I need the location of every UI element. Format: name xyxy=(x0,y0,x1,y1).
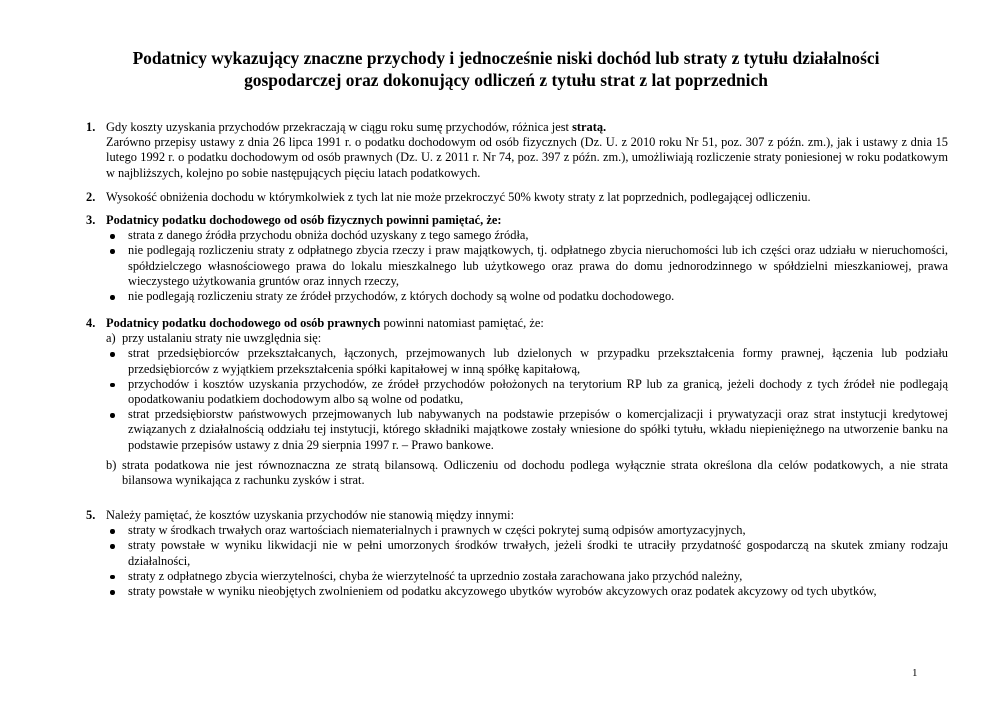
section-3 xyxy=(86,213,948,304)
section-number: 2. xyxy=(86,190,96,204)
section-5 xyxy=(86,508,948,599)
list-item: strata z danego źródła przychodu obniża dochód uzyskany z tego samego źródła, xyxy=(106,228,948,243)
section-4-heading xyxy=(106,316,948,331)
list-item: strat przedsiębiorców przekształcanych, łączonych, przejmowanych lub dzielonych w przypadku przekształcenia formy prawnej, łączenia lub podziału przedsiębiorców z wyjątkiem przekształcenia spółki kapitałowej w inną spółkę kapitałową, xyxy=(106,346,948,376)
section-5-heading: Należy pamiętać, że kosztów uzyskania przychodów nie stanowią między innymi: xyxy=(106,508,515,522)
list-item: straty powstałe w wyniku likwidacji nie w pełni umorzonych środków trwałych, jeżeli środki te utraciły przydatność gospodarczą na skutek zmiany rodzaju działalności, xyxy=(106,538,948,568)
list-item: straty powstałe w wyniku nieobjętych zwolnieniem od podatku akcyzowego ubytków wyrobów akcyzowych oraz podatek akcyzowy od tych ubytków, xyxy=(106,584,948,599)
page-number: 1 xyxy=(912,667,918,679)
list-item: nie podlegają rozliczeniu straty ze źródeł przychodów, z których dochody są wolne od podatku dochodowego. xyxy=(106,289,948,304)
section-1-text: Zarówno przepisy ustawy z dnia 26 lipca 1991 r. o podatku dochodowym od osób fizycznych (Dz. U. z 2010 roku Nr 51, poz. 307 z późn. zm.), jak i ustawy z dnia 15 lutego 1992 r. o podatku dochodowym od osób prawnych (Dz. U. z 2011 r. Nr 74, poz. 397 z późn. zm.), umożliwiają rozliczenie straty poniesionej w roku podatkowym w najbliższych, kolejno po sobie następujących pięciu latach podatkowych. xyxy=(106,135,948,180)
list-item: strat przedsiębiorstw państwowych przejmowanych lub nabywanych na podstawie przepisów o komercjalizacji i prywatyzacji oraz strat instytucji kredytowej związanych z działalnością oddziału tej instytucji, którego składniki majątkowe zostały wniesione do spółki tytułu, wkładu niepieniężnego na utworzenie banku na podstawie przepisów ustawy z dnia 29 sierpnia 1997 r. – Prawo bankowe. xyxy=(106,407,948,453)
section-number: 5. xyxy=(86,508,96,522)
section-number: 1. xyxy=(86,120,96,134)
list-item: straty w środkach trwałych oraz wartościach niematerialnych i prawnych w części pokrytej sumą odpisów amortyzacyjnych, xyxy=(106,523,948,538)
subsection-a-text: przy ustalaniu straty nie uwzględnia się: xyxy=(122,331,322,346)
subsection-label: b) xyxy=(106,457,117,472)
section-4 xyxy=(86,316,948,488)
section-3-list xyxy=(106,228,948,304)
subsection-b-text: strata podatkowa nie jest równoznaczna ze stratą bilansową. Odliczeniu od dochodu podlega wyłącznie strata określona dla celów podatkowych, a nie strata bilansowa wynikająca z rachunku zysków i strat. xyxy=(122,457,948,488)
subsection-a xyxy=(106,331,948,346)
section-4-heading-rest: powinni natomiast pamiętać, że: xyxy=(380,316,544,330)
section-2-text: Wysokość obniżenia dochodu w którymkolwiek z tych lat nie może przekroczyć 50% kwoty straty z lat poprzednich, podlegającej odliczeniu. xyxy=(106,190,811,204)
list-item: nie podlegają rozliczeniu straty z odpłatnego zbycia rzeczy i praw majątkowych, tj. odpłatnego zbycia nieruchomości lub ich części oraz udziału w nieruchomości, spółdzielczego własnościowego prawa do lokalu mieszkalnego lub użytkowego oraz prawa do domu jednorodzinnego w spółdzielni mieszkaniowej, prawa wieczystego użytkowania gruntów oraz innych rzeczy, xyxy=(106,243,948,289)
list-item: przychodów i kosztów uzyskania przychodów, ze źródeł przychodów położonych na terytorium RP lub za granicą, jeżeli dochody z tych źródeł nie podlegają opodatkowaniu podatkiem dochodowym albo są wolne od podatku, xyxy=(106,377,948,407)
section-1-keyword: stratą. xyxy=(572,120,607,134)
section-2 xyxy=(86,190,948,205)
section-4-list xyxy=(106,346,948,452)
document-title xyxy=(90,47,922,91)
section-number: 4. xyxy=(86,316,96,330)
subsection-label: a) xyxy=(106,331,116,346)
list-item: straty z odpłatnego zbycia wierzytelności, chyba że wierzytelność ta uprzednio została zarachowana jako przychód należny, xyxy=(106,569,948,584)
title-line-2: gospodarczej oraz dokonujący odliczeń z tytułu strat z lat poprzednich xyxy=(244,70,768,90)
title-line-1: Podatnicy wykazujący znaczne przychody i jednocześnie niski dochód lub straty z tytułu działalności xyxy=(132,48,880,68)
section-1-intro: Gdy koszty uzyskania przychodów przekraczają w ciągu roku sumę przychodów, różnica jest xyxy=(106,120,573,134)
section-1-line-1 xyxy=(106,120,948,135)
section-3-heading: Podatnicy podatku dochodowego od osób fizycznych powinni pamiętać, że: xyxy=(106,213,502,227)
section-4-heading-bold: Podatnicy podatku dochodowego od osób prawnych xyxy=(106,316,381,330)
section-5-list xyxy=(106,523,948,599)
section-1 xyxy=(86,120,948,181)
subsection-b xyxy=(106,458,948,488)
section-number: 3. xyxy=(86,213,96,227)
